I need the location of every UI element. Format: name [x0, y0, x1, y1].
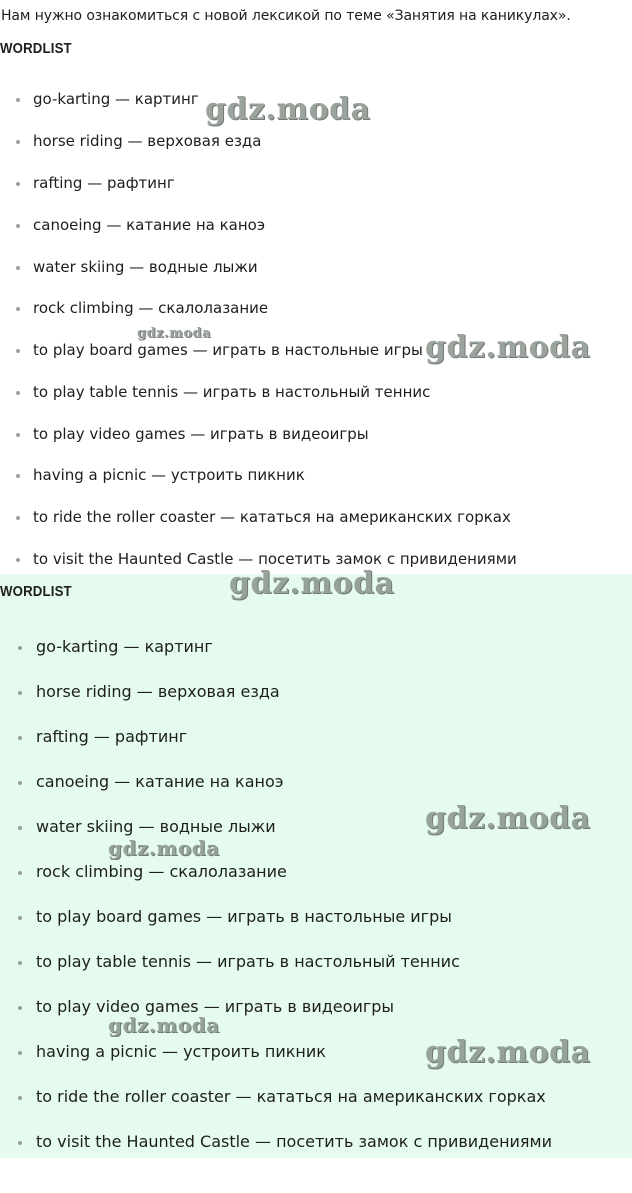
watermark: gdz.moda	[425, 1035, 591, 1070]
bullet-icon	[18, 736, 22, 740]
list-item-text: to ride the roller coaster — кататься на американских горках	[33, 508, 511, 526]
bullet-icon	[16, 140, 20, 144]
list-item-text: horse riding — верховая езда	[33, 132, 262, 150]
list-item-text: to visit the Haunted Castle — посетить замок с привидениями	[36, 1132, 553, 1151]
watermark: gdz.moda	[108, 1013, 220, 1037]
watermark: gdz.moda	[425, 801, 591, 836]
list-item-text: having a picnic — устроить пикник	[33, 466, 305, 484]
bullet-icon	[18, 1096, 22, 1100]
bullet-icon	[18, 1141, 22, 1145]
list-item-text: rock climbing — скалолазание	[33, 299, 269, 317]
bullet-icon	[16, 433, 20, 437]
list-item-text: canoeing — катание на каноэ	[36, 772, 284, 791]
bullet-icon	[18, 916, 22, 920]
watermark: gdz.moda	[229, 566, 395, 601]
bullet-icon	[16, 266, 20, 270]
list-item-text: go-karting — картинг	[36, 637, 213, 656]
list-item-text: having a picnic — устроить пикник	[36, 1042, 326, 1061]
watermark: gdz.moda	[425, 330, 591, 365]
watermark: gdz.moda	[137, 326, 212, 341]
list-item-text: to play board games — играть в настольные игры	[36, 907, 452, 926]
wordlist-heading: WORDLIST	[0, 40, 72, 57]
list-item-text: to play table tennis — играть в настольный теннис	[33, 383, 431, 401]
watermark: gdz.moda	[108, 836, 220, 860]
list-item-text: rafting — рафтинг	[36, 727, 188, 746]
list-item-text: water skiing — водные лыжи	[36, 817, 276, 836]
bullet-icon	[18, 871, 22, 875]
list-item-text: rafting — рафтинг	[33, 174, 175, 192]
intro-text: Нам нужно ознакомиться с новой лексикой по теме «Занятия на каникулах».	[1, 8, 571, 24]
bullet-icon	[18, 826, 22, 830]
bullet-icon	[18, 691, 22, 695]
watermark: gdz.moda	[205, 92, 371, 127]
bullet-icon	[16, 98, 20, 102]
list-item-text: to play board games — играть в настольные игры	[33, 341, 423, 359]
bullet-icon	[16, 224, 20, 228]
list-item-text: to play video games — играть в видеоигры	[33, 425, 369, 443]
bullet-icon	[16, 391, 20, 395]
bullet-icon	[16, 307, 20, 311]
list-item-text: canoeing — катание на каноэ	[33, 216, 266, 234]
bullet-icon	[16, 558, 20, 562]
bullet-icon	[18, 781, 22, 785]
bullet-icon	[18, 961, 22, 965]
list-item-text: to play video games — играть в видеоигры	[36, 997, 395, 1016]
list-item-text: water skiing — водные лыжи	[33, 258, 258, 276]
bullet-icon	[16, 182, 20, 186]
list-item-text: horse riding — верховая езда	[36, 682, 280, 701]
list-item-text: to play table tennis — играть в настольный теннис	[36, 952, 460, 971]
bullet-icon	[16, 349, 20, 353]
list-item-text: rock climbing — скалолазание	[36, 862, 287, 881]
bullet-icon	[16, 474, 20, 478]
list-item-text: go-karting — картинг	[33, 90, 199, 108]
wordlist-heading: WORDLIST	[0, 583, 72, 600]
bullet-icon	[18, 646, 22, 650]
list-item-text: to visit the Haunted Castle — посетить замок с привидениями	[33, 550, 517, 568]
bullet-icon	[18, 1006, 22, 1010]
list-item-text: to ride the roller coaster — кататься на американских горках	[36, 1087, 546, 1106]
bullet-icon	[16, 516, 20, 520]
bullet-icon	[18, 1051, 22, 1055]
